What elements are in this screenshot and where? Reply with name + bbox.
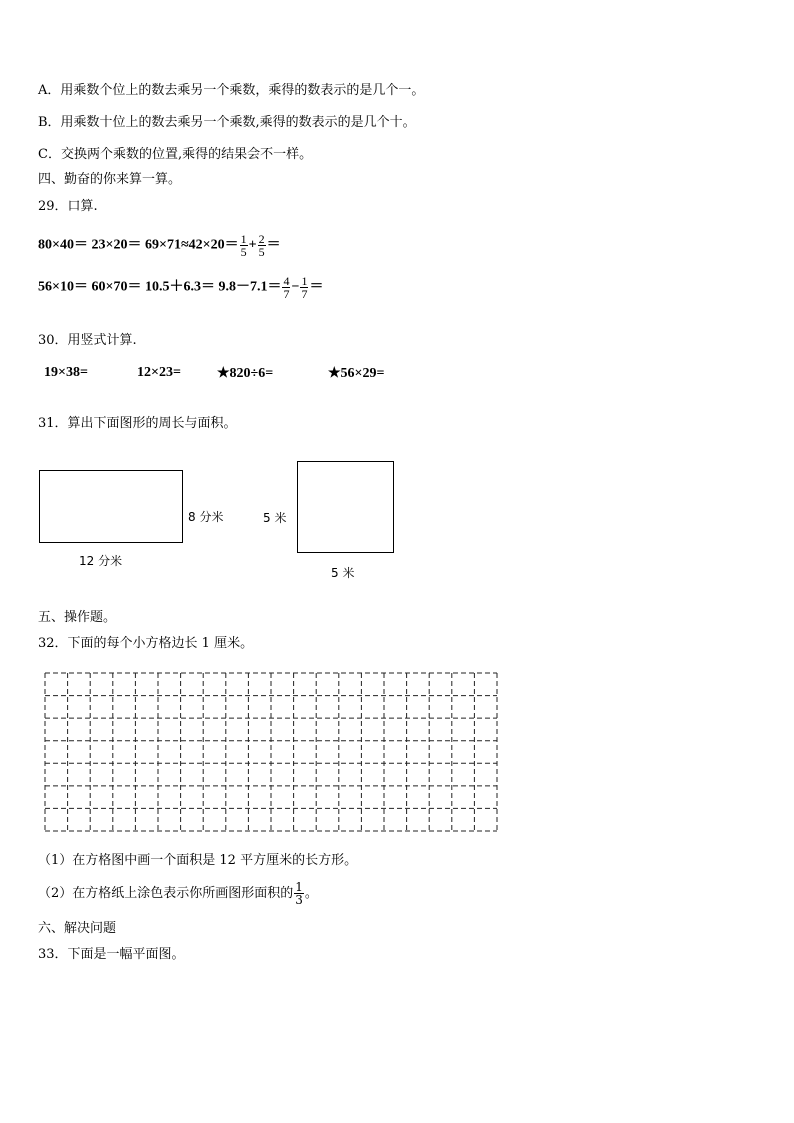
q32-part-2-text: （2）在方格纸上涂色表示你所画图形面积的: [38, 886, 294, 901]
q32-part-2-fraction: $\frac{1}{3}$: [295, 880, 303, 907]
q29-r2-d: 9.8－7.1＝: [218, 279, 282, 295]
q29-r2-op: −: [291, 279, 300, 295]
q29-r1-c: 69×71≈: [144, 237, 189, 253]
section-5-title: 五、操作题。: [38, 610, 117, 625]
square-side-label: 5 米: [263, 511, 287, 525]
dashed-square-grid: [44, 672, 498, 832]
q30-item-1: 19×38=: [44, 365, 88, 380]
square-bottom-label: 5 米: [331, 566, 355, 580]
q29-r2-fraction-b: $\frac{1}{7}$: [301, 274, 308, 301]
q30-item-4: ★56×29=: [328, 366, 385, 381]
q29-r1-b: 23×20＝: [91, 237, 142, 253]
rect-height-label: 8 分米: [188, 510, 224, 524]
q29-r2-fraction-a: $\frac{4}{7}$: [283, 274, 290, 301]
section-4-title: 四、勤奋的你来算一算。: [38, 172, 182, 187]
option-a: A．用乘数个位上的数去乘另一个乘数，乘得的数表示的是几个一。: [38, 83, 425, 98]
q30-item-2: 12×23=: [137, 365, 181, 380]
q30-item-3: ★820÷6=: [217, 366, 274, 381]
square-figure: [297, 461, 394, 553]
section-6-title: 六、解决问题: [38, 921, 117, 936]
q32-part-2: [38, 881, 318, 906]
q29-row-1: [38, 233, 281, 258]
q29-r1-fraction-a: $\frac{1}{5}$: [240, 232, 247, 259]
q29-title: 29．口算.: [38, 199, 98, 214]
q29-r1-a: 80×40＝: [38, 237, 88, 253]
q29-r2-a: 56×10＝: [38, 279, 88, 295]
q29-r1-d: 42×20＝: [188, 237, 239, 253]
q32-part-1: （1）在方格图中画一个面积是 12 平方厘米的长方形。: [38, 853, 358, 868]
q29-r2-equals: ＝: [309, 279, 324, 295]
option-b: B．用乘数十位上的数去乘另一个乘数,乘得的数表示的是几个十。: [38, 115, 416, 130]
q29-row-2: [38, 275, 323, 300]
option-c: C．交换两个乘数的位置,乘得的结果会不一样。: [38, 147, 313, 162]
q33-title: 33．下面是一幅平面图。: [38, 947, 185, 962]
q29-r2-c: 10.5＋6.3＝: [144, 279, 215, 295]
q32-part-2-end: 。: [304, 886, 318, 901]
q32-title: 32．下面的每个小方格边长 1 厘米。: [38, 636, 254, 651]
rect-width-label: 12 分米: [79, 554, 123, 568]
q31-title: 31．算出下面图形的周长与面积。: [38, 416, 237, 431]
q29-r2-b: 60×70＝: [91, 279, 142, 295]
q29-r1-fraction-b: $\frac{2}{5}$: [258, 232, 265, 259]
q30-title: 30．用竖式计算.: [38, 333, 137, 348]
rectangle-figure: [39, 470, 183, 543]
q29-r1-op: +: [248, 237, 257, 253]
q29-r1-equals: ＝: [266, 237, 281, 253]
